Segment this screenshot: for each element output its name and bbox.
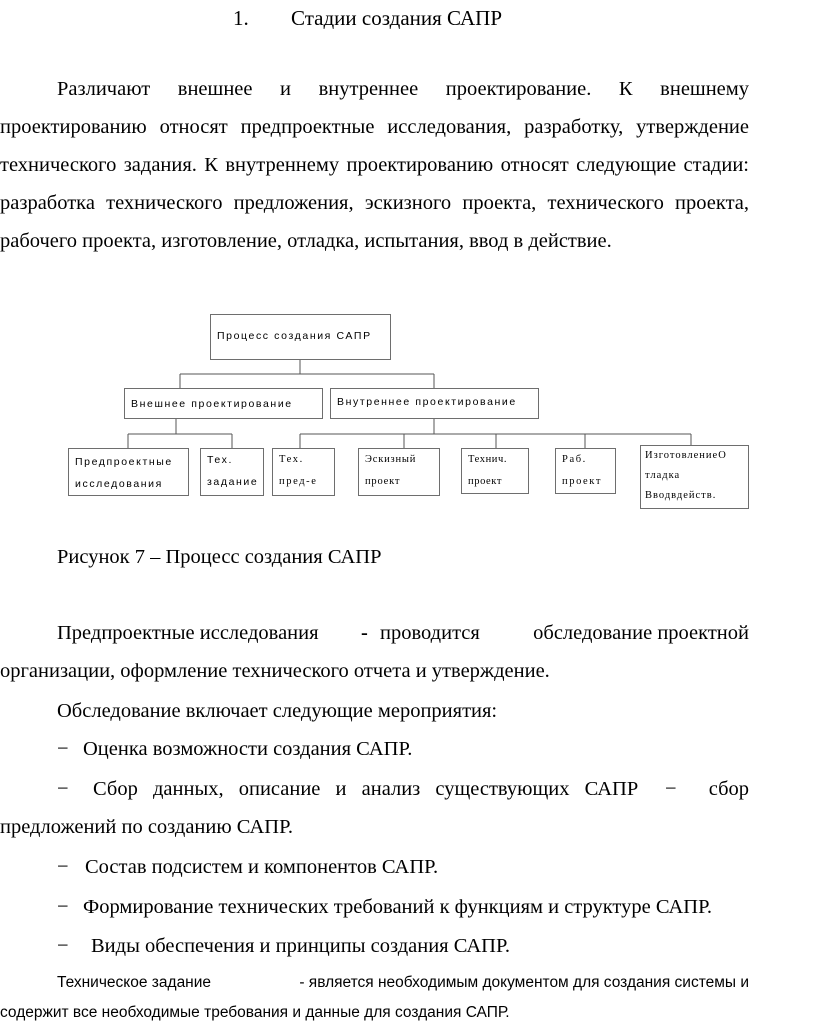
manufacture-line-2: тладка	[645, 470, 681, 481]
intro-paragraph: Различают внешнее и внутреннее проектирование. К внешнему проектированию относят предпроектные исследования, разработку, утверждение технического задания. К внутреннему проектированию относят следующие стадии: разработка технического предложения, эскизного проекта, технического проекта, рабочего проекта, изготовление, отладка, испытания, ввод в действие.	[0, 78, 749, 252]
item-dash: −	[57, 778, 69, 800]
working-line-2: проект	[562, 476, 603, 487]
process-diagram	[0, 300, 816, 530]
techtask-box	[200, 448, 264, 496]
working-line-1: Раб.	[562, 454, 587, 465]
technical-line-1: Технич.	[468, 454, 508, 465]
survey-intro: Обследование включает следующие мероприятия:	[57, 700, 498, 722]
techproposal-line-2: пред-е	[279, 476, 318, 487]
techtask-paragraph	[0, 968, 749, 1028]
item-dash: −	[57, 738, 69, 760]
diagram-root-box	[210, 314, 391, 360]
root-label: Процесс создания САПР	[217, 330, 372, 342]
preproject-text-1: проводится	[380, 622, 480, 644]
preproject-text-2: обследование проектной	[533, 622, 749, 644]
techproposal-line-1: Тех.	[279, 454, 304, 465]
internal-label: Внутреннее проектирование	[337, 396, 517, 408]
techtask-line-1: Тех.	[207, 454, 234, 466]
external-label: Внешнее проектирование	[131, 398, 293, 410]
figure-caption: Рисунок 7 – Процесс создания САПР	[57, 546, 382, 568]
preproject-dash: -	[361, 622, 368, 644]
list-item-continuation: предложений по созданию САПР.	[0, 816, 294, 838]
manufacture-line-3: Вводвдейств.	[645, 490, 717, 501]
list-item	[57, 856, 438, 879]
preproject-line-1: Предпроектные	[75, 456, 173, 468]
preproject-term: Предпроектные исследования	[57, 622, 319, 644]
techtask-line-2: содержит все необходимые требования и данные для создания САПР.	[0, 1004, 510, 1021]
techtask-term: Техническое задание	[57, 974, 212, 991]
item-tail: сбор	[708, 778, 749, 800]
technical-box	[461, 448, 529, 494]
list-item	[57, 738, 412, 761]
item-inline-dash: −	[665, 778, 677, 800]
item-text: Формирование технических требований к функциям и структуре САПР.	[83, 896, 713, 918]
internal-design-box	[330, 388, 539, 419]
item-dash: −	[57, 896, 69, 918]
item-text: Сбор данных, описание и анализ существующих САПР	[93, 778, 639, 800]
heading-number: 1.	[233, 6, 249, 30]
preproject-paragraph-line-2: организации, оформление технического отчета и утверждение.	[0, 660, 550, 682]
heading-title: Стадии создания САПР	[291, 6, 502, 30]
technical-line-2: проект	[468, 476, 503, 487]
manufacture-line-1: ИзготовлениеО	[645, 450, 727, 461]
techproposal-box	[272, 448, 335, 496]
item-text: Виды обеспечения и принципы создания САПР.	[91, 935, 510, 957]
list-item	[57, 778, 749, 801]
item-text: Состав подсистем и компонентов САПР.	[85, 856, 439, 878]
item-text: Оценка возможности создания САПР.	[83, 738, 413, 760]
preproject-box	[68, 448, 189, 496]
techtask-text: - является необходимым документом для создания системы и	[299, 974, 749, 991]
sketch-box	[358, 448, 440, 496]
external-design-box	[124, 388, 323, 419]
techtask-line-1	[0, 968, 749, 998]
sketch-line-1: Эскизный	[365, 454, 417, 465]
item-dash: −	[57, 935, 69, 957]
working-box	[555, 448, 616, 494]
manufacture-box	[640, 445, 749, 509]
preproject-paragraph-line-1	[57, 622, 749, 645]
techtask-line-2: задание	[207, 476, 259, 488]
section-heading	[233, 6, 502, 31]
preproject-line-2: исследования	[75, 478, 163, 490]
item-dash: −	[57, 856, 69, 878]
sketch-line-2: проект	[365, 476, 401, 487]
list-item	[57, 896, 712, 919]
list-item	[57, 935, 510, 958]
